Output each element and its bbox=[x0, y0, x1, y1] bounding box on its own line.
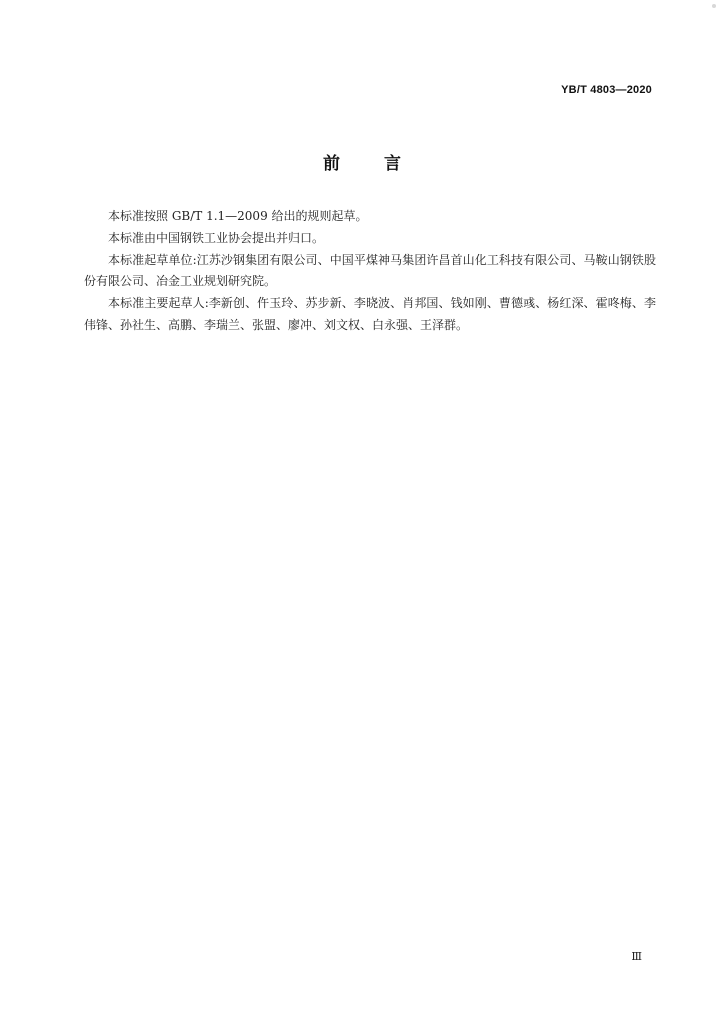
paragraph-proposer: 本标准由中国钢铁工业协会提出并归口。 bbox=[108, 230, 325, 245]
scan-artifact bbox=[712, 4, 716, 8]
page-title bbox=[0, 149, 724, 174]
page-number: Ⅲ bbox=[631, 950, 642, 963]
paragraph-drafting-rules: 本标准按照 GB/T 1.1—2009 给出的规则起草。 bbox=[108, 209, 368, 223]
paragraph-drafters: 本标准主要起草人:李新创、仵玉玲、苏步新、李晓波、肖邦国、钱如刚、曹德彧、杨红深、霍咚梅、李伟锋、孙社生、高鹏、李瑞兰、张盟、廖冲、刘文权、白永强、王泽群。 bbox=[84, 296, 656, 332]
paragraph-drafting-units: 本标准起草单位:江苏沙钢集团有限公司、中国平煤神马集团许昌首山化工科技有限公司、马鞍山钢铁股份有限公司、冶金工业规划研究院。 bbox=[84, 252, 656, 289]
standard-code: YB/T 4803—2020 bbox=[561, 84, 652, 96]
foreword-body bbox=[84, 206, 656, 337]
title-char-2: 言 bbox=[384, 154, 401, 174]
title-char-1: 前 bbox=[323, 154, 340, 174]
